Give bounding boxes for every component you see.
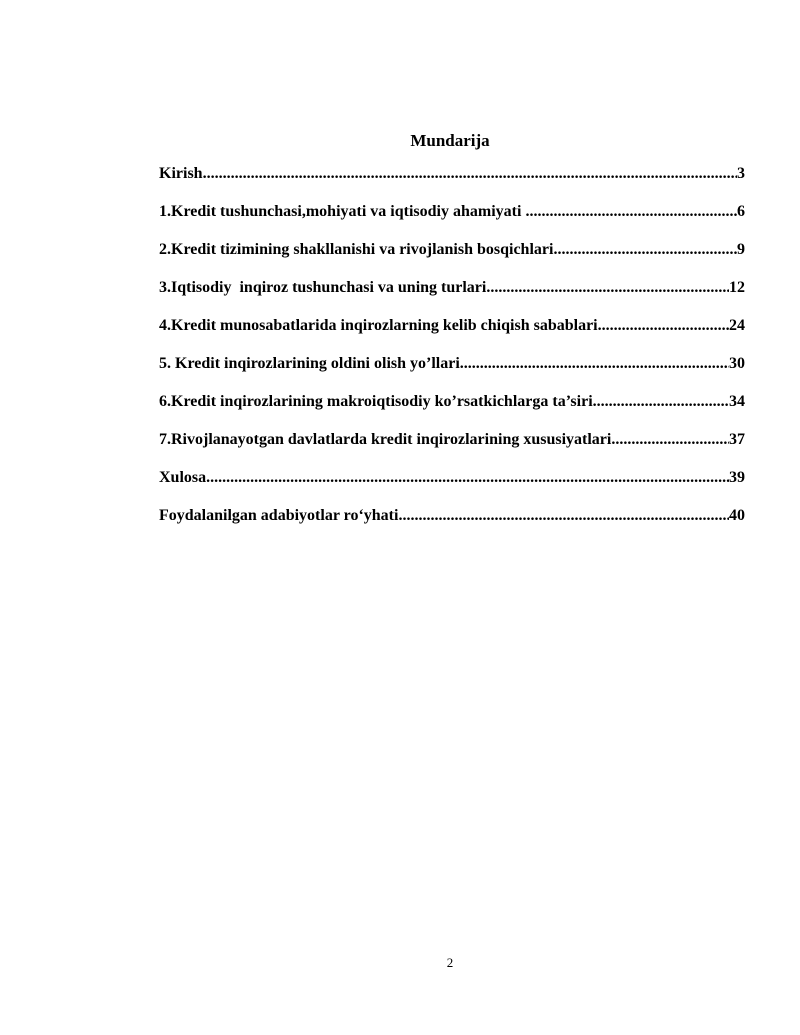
toc-entry-page: 39 [729, 469, 745, 486]
toc-dot-leader [553, 236, 737, 264]
toc-entry-chapter-6[interactable] [159, 388, 745, 426]
page-number: 2 [446, 955, 454, 970]
toc-dot-leader [486, 274, 729, 302]
toc-entry-page: 40 [729, 507, 745, 524]
toc-entry-page: 6 [737, 203, 745, 220]
toc-dot-leader [206, 464, 729, 492]
toc-entry-label: 2.Kredit tizimining shakllanishi va rivojlanish bosqichlari [159, 241, 554, 258]
toc-entry-label: 3.Iqtisodiy inqiroz tushunchasi va uning turlari [159, 279, 487, 296]
toc-dot-leader [598, 312, 729, 340]
toc-entry-label: Foydalanilgan adabiyotlar ro‘yhati [159, 507, 399, 524]
toc-dot-leader [611, 426, 729, 454]
toc-dot-leader [398, 502, 729, 530]
toc-entry-chapter-3[interactable] [159, 274, 745, 312]
toc-entry-page: 12 [729, 279, 745, 296]
toc-entry-chapter-1[interactable] [159, 198, 745, 236]
toc-entry-chapter-5[interactable] [159, 350, 745, 388]
toc-entry-label: Kirish [159, 165, 203, 182]
table-of-contents [159, 160, 745, 540]
toc-entry-page: 37 [729, 431, 745, 448]
toc-entry-label: 7.Rivojlanayotgan davlatlarda kredit inqirozlarining xususiyatlari [159, 431, 612, 448]
toc-entry-page: 34 [729, 393, 745, 410]
toc-entry-chapter-4[interactable] [159, 312, 745, 350]
toc-dot-leader [525, 198, 737, 226]
toc-entry-label: 5. Kredit inqirozlarining oldini olish yo’llari [159, 355, 460, 372]
toc-entry-page: 3 [737, 165, 745, 182]
toc-entry-chapter-2[interactable] [159, 236, 745, 274]
toc-entry-label: Xulosa [159, 469, 207, 486]
toc-entry-page: 9 [737, 241, 745, 258]
toc-entry-label: 6.Kredit inqirozlarining makroiqtisodiy ko’rsatkichlarga ta’siri [159, 393, 593, 410]
toc-dot-leader [460, 350, 729, 378]
toc-entry-page: 24 [729, 317, 745, 334]
toc-entry-label: 4.Kredit munosabatlarida inqirozlarning kelib chiqish sabablari [159, 317, 598, 334]
toc-entry-page: 30 [729, 355, 745, 372]
toc-entry-chapter-7[interactable] [159, 426, 745, 464]
toc-entry-conclusion[interactable] [159, 464, 745, 502]
toc-entry-introduction[interactable] [159, 160, 745, 198]
toc-dot-leader [203, 160, 737, 188]
toc-entry-label: 1.Kredit tushunchasi,mohiyati va iqtisodiy ahamiyati [159, 203, 526, 220]
toc-title: Mundarija [410, 131, 490, 150]
toc-entry-references[interactable] [159, 502, 745, 540]
toc-dot-leader [593, 388, 729, 416]
